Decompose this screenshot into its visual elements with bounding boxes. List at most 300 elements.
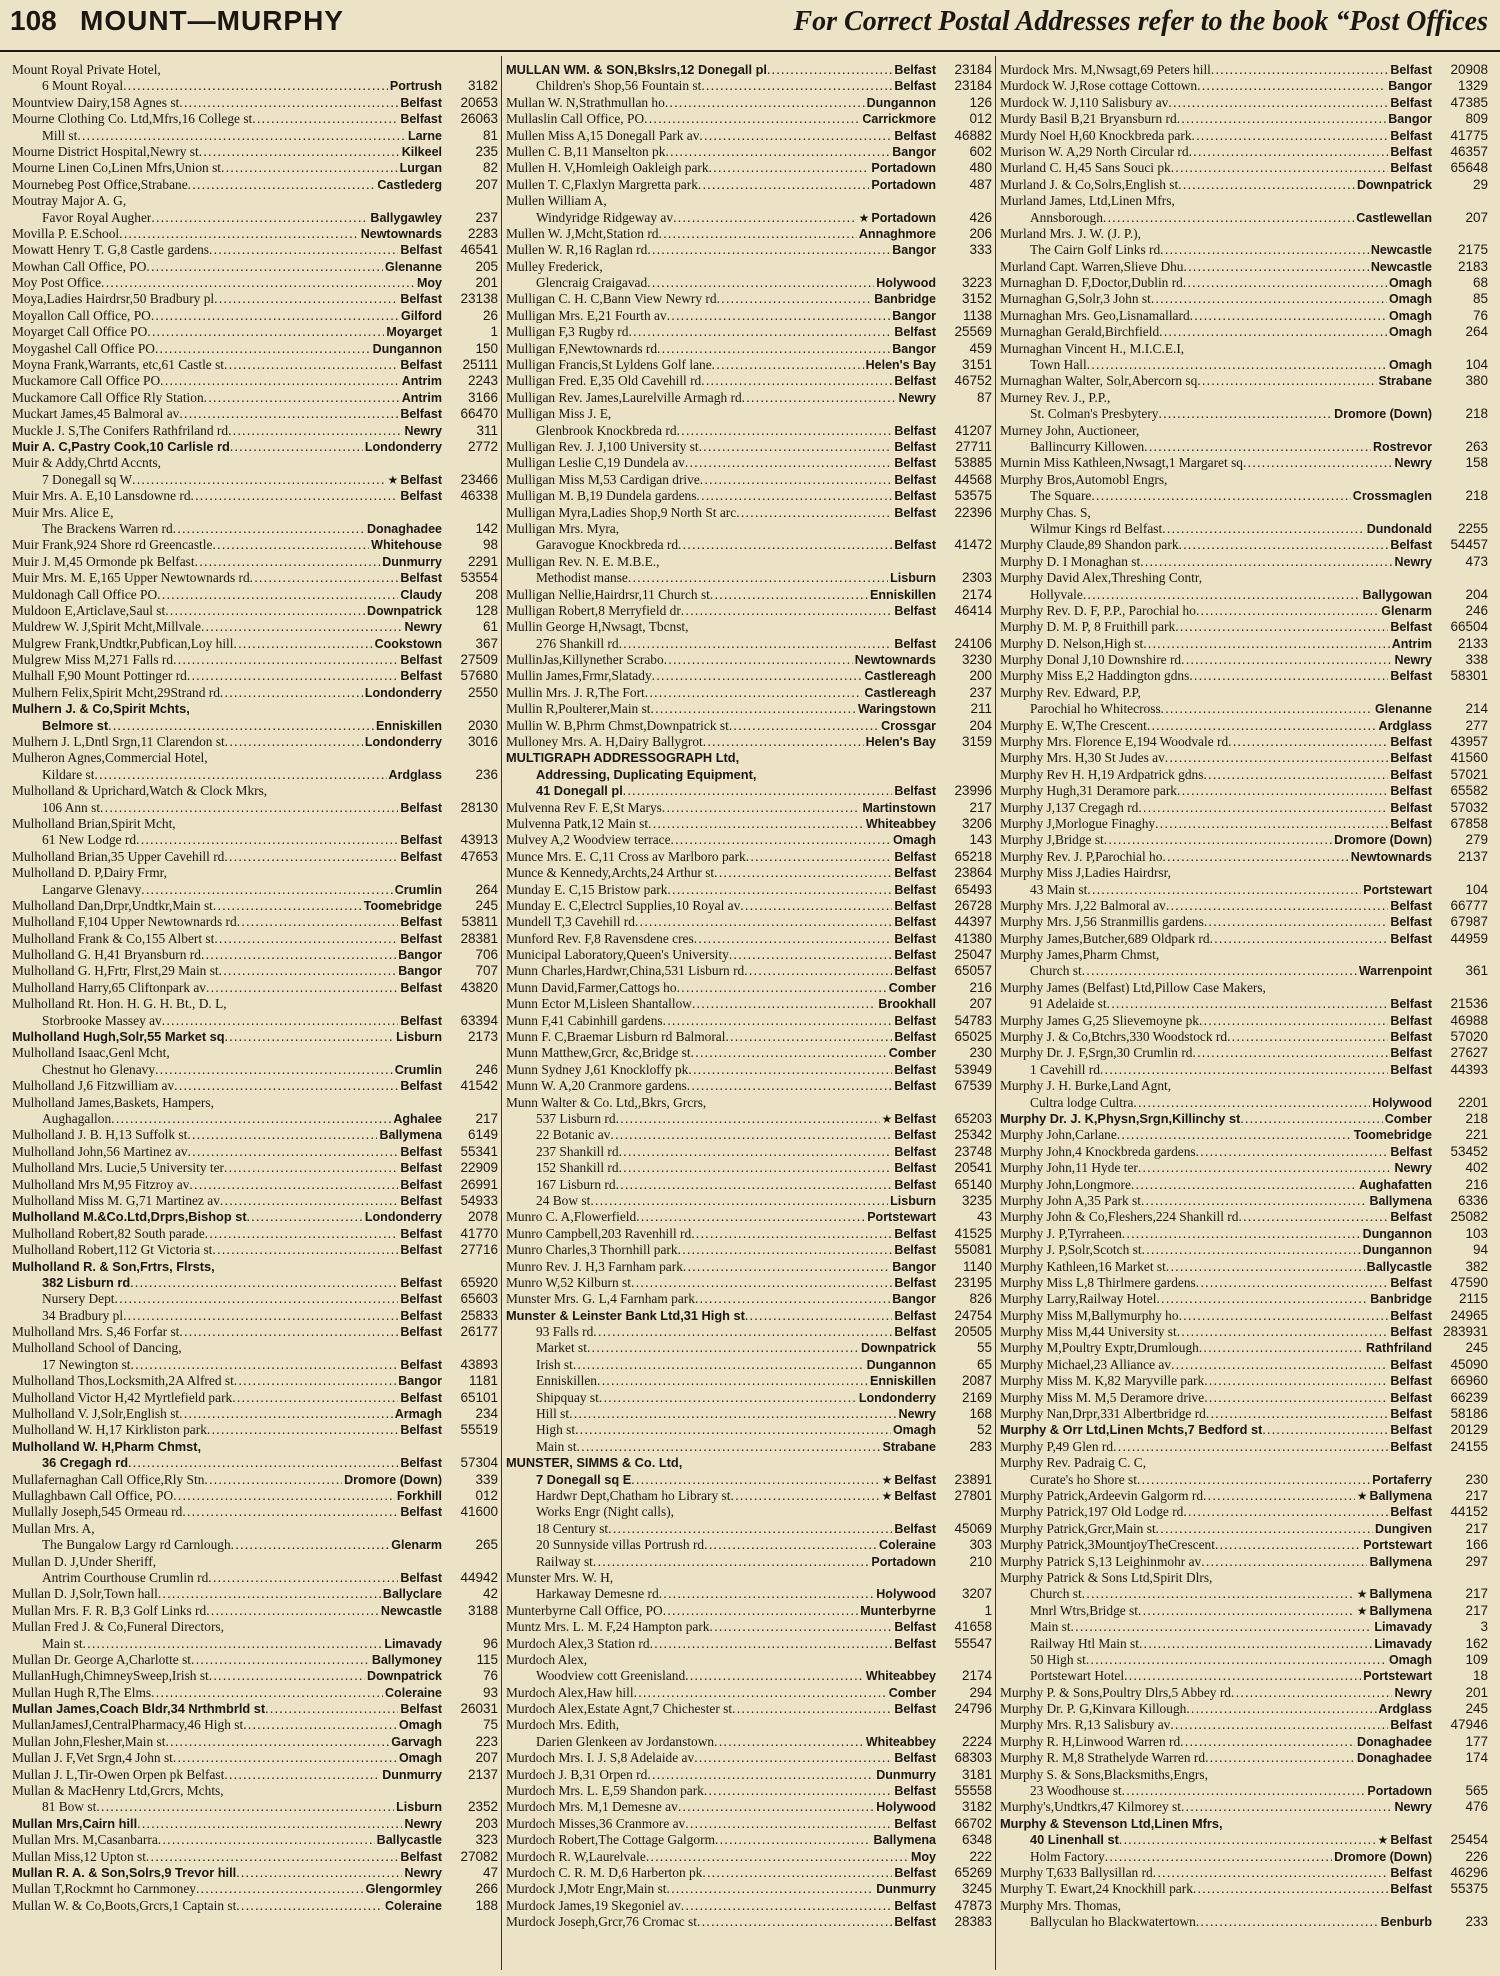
entry-name-line	[1000, 1291, 1488, 1307]
leader-dots	[209, 242, 398, 258]
leader-dots	[173, 652, 398, 668]
phone-number: 3235	[961, 1192, 992, 1208]
entry-name-line	[12, 1586, 498, 1602]
leader-dots	[1171, 1357, 1388, 1373]
entry-name-line	[12, 668, 498, 684]
phone-number: 2772	[467, 438, 498, 454]
entry-name-line	[1000, 455, 1488, 471]
entry-continuation-line	[12, 1062, 498, 1078]
entry-name-line	[12, 570, 498, 586]
exchange-town: Dunmurry	[382, 1767, 442, 1782]
phone-number: 303	[969, 1537, 992, 1553]
leader-dots	[221, 160, 398, 176]
entry-continuation-line	[1000, 488, 1488, 504]
phone-number: 2137	[467, 1766, 498, 1782]
exchange-town: Rostrevor	[1372, 439, 1432, 454]
phone-number: 459	[969, 340, 992, 356]
entry-name: Mulligan Rev. J. J,100 University st	[506, 438, 699, 454]
phone-number: 23184	[954, 62, 992, 77]
exchange-town: Downpatrick	[860, 1341, 936, 1356]
entry-name: Murphy R. M,8 Strathelyde Warren rd	[1000, 1750, 1206, 1766]
entry-name-line	[12, 128, 498, 144]
directory-entry	[1000, 95, 1488, 111]
directory-entry	[1000, 78, 1488, 94]
directory-entry	[12, 308, 498, 324]
phone-number: 26728	[954, 897, 992, 913]
entry-name: Mulholland James,Baskets, Hampers,	[12, 1094, 214, 1110]
exchange-town: Belfast	[894, 1128, 936, 1143]
exchange-town: Belfast	[894, 866, 936, 881]
entry-name: Nursery Dept	[42, 1291, 115, 1307]
entry-name: Mulligan Mrs. Myra,	[506, 520, 620, 536]
directory-entry	[12, 849, 498, 865]
phone-number: 23864	[954, 865, 992, 881]
entry-name: Mullen William A,	[506, 193, 607, 209]
entry-name: Mullaslin Call Office, PO	[506, 111, 645, 127]
exchange-town: Belfast	[1390, 931, 1432, 946]
entry-name-line	[506, 78, 992, 94]
phone-number: 41560	[1450, 750, 1488, 766]
entry-name-line	[12, 1504, 498, 1520]
leader-dots	[230, 439, 363, 455]
phone-number: 25082	[1450, 1209, 1488, 1225]
entry-name: St. Colman's Presbytery	[1030, 406, 1159, 422]
entry-name: Murphy S. & Sons,Blacksmiths,Engrs,	[1000, 1766, 1208, 1782]
entry-continuation-line	[1000, 1472, 1488, 1488]
exchange-town: Newry	[1394, 456, 1432, 471]
exchange-town: Bangor	[398, 948, 442, 963]
exchange-town: Belfast	[894, 1915, 936, 1930]
leader-dots	[224, 357, 398, 373]
leader-dots	[234, 1373, 396, 1389]
entry-name: 1 Cavehill rd	[1030, 1061, 1100, 1077]
directory-entry	[506, 259, 992, 292]
phone-number: 57021	[1450, 766, 1488, 782]
entry-name-line	[12, 1045, 498, 1061]
exchange-town: Newry	[1394, 1161, 1432, 1176]
directory-entry	[1000, 1734, 1488, 1750]
star-icon: ★	[881, 1112, 893, 1126]
directory-entry	[12, 537, 498, 553]
exchange-town: Belfast	[400, 653, 442, 668]
entry-name: Murphy J. P,Solr,Scotch st	[1000, 1242, 1142, 1258]
exchange-town: Crossmaglen	[1352, 489, 1432, 504]
phone-number: 45069	[954, 1520, 992, 1536]
entry-continuation-line	[506, 1586, 992, 1602]
exchange-town: Portadown	[871, 177, 936, 192]
exchange-town: Portaferry	[1372, 1472, 1432, 1487]
entry-name: Mournebeg Post Office,Strabane	[12, 176, 188, 192]
exchange-town: Belfast	[400, 95, 442, 110]
phone-number: 55375	[1450, 1881, 1488, 1897]
leader-dots	[702, 1865, 892, 1881]
entry-name: Murphy Dr. J. K,Physn,Srgn,Killinchy st	[1000, 1111, 1241, 1126]
leader-dots	[616, 1177, 893, 1193]
exchange-town: Castlereagh	[864, 669, 936, 684]
phone-number: 1	[490, 324, 498, 340]
phone-number: 27509	[460, 652, 498, 668]
directory-entry	[12, 1390, 498, 1406]
leader-dots	[688, 1062, 892, 1078]
entry-name-line	[12, 636, 498, 652]
entry-name: Mullan J. F,Vet Srgn,4 John st	[12, 1750, 173, 1766]
entry-name: Muntz Mrs. L. M. F,24 Hampton park	[506, 1619, 710, 1635]
directory-entry	[1000, 1750, 1488, 1766]
phone-number: 55341	[460, 1143, 498, 1159]
entry-name: Muldoon E,Articlave,Saul st	[12, 602, 166, 618]
exchange-town: Moy	[911, 1849, 936, 1864]
entry-name: 152 Shankill rd	[536, 1160, 619, 1176]
entry-name: Mulligan Miss J. E,	[506, 406, 612, 422]
entry-name-line	[12, 1078, 498, 1094]
entry-name: 81 Bow st	[42, 1799, 97, 1815]
leader-dots	[237, 914, 399, 930]
leader-dots	[247, 1209, 363, 1225]
entry-name: Murphy Patrick & Sons Ltd,Spirit Dlrs,	[1000, 1569, 1213, 1585]
entry-name-line	[1000, 160, 1488, 176]
directory-entry	[1000, 1308, 1488, 1324]
leader-dots	[243, 1717, 397, 1733]
entry-name-line	[506, 832, 992, 848]
directory-entry	[506, 1357, 992, 1373]
entry-name: Murdoch Robert,The Cottage Galgorm	[506, 1832, 715, 1848]
entry-continuation-line	[506, 275, 992, 291]
entry-name: Murnaghan Mrs. Geo,Lisnamallard	[1000, 307, 1190, 323]
leader-dots	[1228, 734, 1388, 750]
phone-number: 55519	[460, 1422, 498, 1438]
entry-name-line	[506, 1767, 992, 1783]
phone-number: 480	[969, 160, 992, 176]
phone-number: 245	[1465, 1340, 1488, 1356]
entry-name-line	[506, 373, 992, 389]
exchange-town: Downpatrick	[366, 1669, 442, 1684]
leader-dots	[214, 291, 398, 307]
directory-entry	[12, 1603, 498, 1619]
entry-name-line	[1000, 1373, 1488, 1389]
phone-number: 2550	[467, 684, 498, 700]
directory-entry	[506, 947, 992, 963]
entry-name: Mulholland Frank & Co,155 Albert st	[12, 930, 215, 946]
entry-name-line	[1000, 1767, 1488, 1783]
entry-name: Murphy James,Pharm Chmst,	[1000, 947, 1160, 963]
exchange-town: Londonderry	[364, 439, 442, 454]
directory-entry	[506, 62, 992, 78]
phone-number: 44959	[1450, 930, 1488, 946]
entry-name: Annsborough	[1030, 209, 1103, 225]
phone-number: 142	[475, 520, 498, 536]
entry-name: Mullin W. B,Phrm Chmst,Downpatrick st	[506, 717, 729, 733]
exchange-town: Belfast	[1390, 997, 1432, 1012]
entry-name: Mullafernaghan Call Office,Rly Stn	[12, 1471, 205, 1487]
entry-name-line	[1000, 1013, 1488, 1029]
leader-dots	[1165, 750, 1389, 766]
directory-entry	[506, 1554, 992, 1570]
entry-name-line	[1000, 390, 1488, 406]
phone-number: 25833	[460, 1307, 498, 1323]
entry-name-line	[12, 603, 498, 619]
entry-name: Glenbrook Knockbreda rd	[536, 422, 677, 438]
directory-entry	[12, 636, 498, 652]
leader-dots	[677, 980, 887, 996]
directory-entry	[506, 1832, 992, 1848]
exchange-town: Ballyclare	[382, 1587, 442, 1602]
entry-name-line	[506, 62, 992, 78]
directory-entry	[506, 1504, 992, 1537]
entry-name: 276 Shankill rd	[536, 635, 619, 651]
entry-name-line	[506, 1799, 992, 1815]
directory-entry	[12, 1832, 498, 1848]
phone-number: 2255	[1457, 520, 1488, 536]
directory-entry	[1000, 1242, 1488, 1258]
directory-entry	[12, 1160, 498, 1176]
exchange-town: Belfast	[1390, 1865, 1432, 1880]
directory-entry	[12, 1193, 498, 1209]
entry-continuation-line	[506, 636, 992, 652]
entry-name-line	[506, 652, 992, 668]
directory-entry	[1000, 931, 1488, 947]
directory-entry	[506, 898, 992, 914]
leader-dots	[1177, 1324, 1389, 1340]
directory-entry	[1000, 619, 1488, 635]
entry-name: Moya,Ladies Hairdrsr,50 Bradbury pl	[12, 291, 215, 307]
exchange-town: Omagh	[892, 1423, 936, 1438]
directory-entry	[1000, 1422, 1488, 1438]
entry-name: MullinJas,Killynether Scrabo	[506, 652, 664, 668]
entry-name: Murphy Bros,Automobl Engrs,	[1000, 471, 1168, 487]
exchange-town: Belfast	[1390, 816, 1432, 831]
entry-name-line	[12, 554, 498, 570]
leader-dots	[1227, 1029, 1388, 1045]
entry-name-line	[1000, 1160, 1488, 1176]
leader-dots	[683, 1259, 890, 1275]
entry-name-line	[1000, 1717, 1488, 1733]
directory-entry	[12, 619, 498, 635]
phone-number: 218	[1465, 488, 1488, 504]
entry-name: Muir Mrs. Alice E,	[12, 504, 114, 520]
entry-name-line	[506, 242, 992, 258]
entry-name-line	[1000, 1898, 1488, 1914]
entry-name: Murdoch Alex,3 Station rd	[506, 1635, 650, 1651]
leader-dots	[250, 570, 399, 586]
entry-name: Methodist manse	[536, 570, 628, 586]
entry-name: Murphy Nan,Drpr,331 Albertbridge rd	[1000, 1406, 1206, 1422]
entry-name-line	[12, 423, 498, 439]
entry-name-line	[1000, 1701, 1488, 1717]
exchange-town: Belfast	[400, 849, 442, 864]
exchange-town: Newtownards	[360, 226, 442, 241]
directory-entry	[506, 1029, 992, 1045]
entry-name: Mulholland W. H,17 Kirkliston park	[12, 1422, 207, 1438]
leader-dots	[132, 472, 385, 488]
leader-dots	[717, 291, 873, 307]
directory-entry	[12, 1406, 498, 1422]
exchange-town: Bangor	[892, 308, 936, 323]
entry-name-line	[1000, 62, 1488, 78]
phone-number: 46988	[1450, 1012, 1488, 1028]
entry-name: 43 Main st	[1030, 881, 1088, 897]
leader-dots	[1196, 1144, 1389, 1160]
leader-dots	[671, 832, 891, 848]
entry-name-line	[506, 1209, 992, 1225]
phone-number: 222	[969, 1848, 992, 1864]
entry-name-line	[506, 95, 992, 111]
directory-entry	[12, 144, 498, 160]
phone-number: 65269	[954, 1864, 992, 1880]
entry-name-line	[1000, 800, 1488, 816]
leader-dots	[699, 439, 893, 455]
entry-name: Munn Matthew,Grcr, &c,Bridge st	[506, 1045, 691, 1061]
phone-number: 2303	[961, 570, 992, 586]
directory-entry	[1000, 472, 1488, 505]
star-icon: ★	[1356, 1587, 1368, 1602]
leader-dots	[1087, 882, 1361, 898]
entry-name-line	[12, 1816, 498, 1832]
exchange-town: Kilkeel	[401, 144, 442, 159]
phone-number: 217	[1465, 1520, 1488, 1536]
leader-dots	[1107, 996, 1389, 1012]
exchange-town: Downpatrick	[366, 603, 442, 618]
entry-name: Murphy Patrick S,13 Leighinmohr av	[1000, 1553, 1202, 1569]
phone-number: 47	[482, 1864, 498, 1880]
exchange-town: Belfast	[1390, 751, 1432, 766]
directory-entry	[506, 111, 992, 127]
entry-name-line	[1000, 1177, 1488, 1193]
exchange-town: Whiteabbey	[865, 816, 936, 831]
directory-entry	[12, 1472, 498, 1488]
exchange-town: Belfast	[1390, 800, 1432, 815]
entry-name-line	[1000, 291, 1488, 307]
exchange-town: Claudy	[400, 587, 442, 602]
entry-continuation-line	[506, 1521, 992, 1537]
leader-dots	[647, 275, 874, 291]
exchange-town: Dunmurry	[876, 1767, 936, 1782]
exchange-town: Ballymena	[1369, 1488, 1432, 1503]
entry-name: Munce & Kennedy,Archts,24 Arthur st	[506, 865, 715, 881]
entry-name-line	[506, 505, 992, 521]
phone-number: 96	[482, 1635, 498, 1651]
phone-number: 65218	[954, 848, 992, 864]
entry-name-line	[1000, 259, 1488, 275]
entry-continuation-line	[506, 1472, 992, 1488]
entry-name: Kildare st	[42, 766, 95, 782]
directory-entry	[1000, 1619, 1488, 1635]
exchange-town: Ballymena	[1369, 1193, 1432, 1208]
entry-name: Murphy T. Ewart,24 Knockhill park	[1000, 1881, 1193, 1897]
phone-number: 115	[476, 1651, 498, 1667]
entry-name-line	[12, 652, 498, 668]
entry-name-line	[12, 865, 498, 881]
phone-number: 2173	[467, 1029, 498, 1045]
directory-entry	[506, 1144, 992, 1160]
phone-number: 188	[475, 1897, 498, 1913]
phone-number: 41542	[460, 1078, 498, 1094]
phone-number: 211	[970, 701, 992, 717]
entry-name: Mulholland Mrs. S,46 Forfar st	[12, 1324, 180, 1340]
exchange-town: Belfast	[400, 1226, 442, 1241]
entry-name: Mulligan Mrs. E,21 Fourth av	[506, 307, 667, 323]
entry-name: Mulligan Robert,8 Merryfield dr	[506, 602, 681, 618]
leader-dots	[1196, 1914, 1379, 1930]
leader-dots	[219, 963, 397, 979]
exchange-town: Omagh	[398, 1751, 442, 1766]
entry-name: Munro Rev. J. H,3 Farnham park	[506, 1258, 683, 1274]
directory-entry	[12, 341, 498, 357]
exchange-town: Belfast	[1390, 620, 1432, 635]
exchange-town: Belfast	[400, 292, 442, 307]
leader-dots	[225, 1029, 395, 1045]
phone-number: 46541	[460, 242, 498, 258]
entry-name-line	[12, 1390, 498, 1406]
phone-number: 28381	[460, 930, 498, 946]
entry-continuation-line	[1000, 587, 1488, 603]
entry-name: Murphy J. H. Burke,Land Agnt,	[1000, 1078, 1172, 1094]
leader-dots	[1162, 849, 1348, 865]
phone-number: 53575	[954, 488, 992, 504]
directory-entry	[1000, 111, 1488, 127]
leader-dots	[213, 898, 362, 914]
phone-number: 223	[475, 1733, 498, 1749]
entry-name-line	[506, 1488, 992, 1504]
exchange-town: Garvagh	[391, 1734, 442, 1749]
entry-name-line	[12, 947, 498, 963]
entry-name: Mulholland G. H,Frtr, Flrst,29 Main st	[12, 963, 219, 979]
leader-dots	[667, 882, 892, 898]
directory-entry	[506, 1095, 992, 1128]
exchange-town: Belfast	[1390, 63, 1432, 77]
entry-name: 20 Sunnyside villas Portrush rd	[536, 1537, 705, 1553]
entry-name: Murnaghan G,Solr,3 John st	[1000, 291, 1151, 307]
phone-number: 2087	[961, 1373, 992, 1389]
phone-number: 46882	[954, 127, 992, 143]
phone-number: 18	[1472, 1668, 1488, 1684]
exchange-town: Holywood	[876, 276, 936, 291]
phone-number: 47653	[460, 848, 498, 864]
exchange-town: Belfast	[894, 1865, 936, 1880]
exchange-town: Belfast	[1390, 1275, 1432, 1290]
entry-name: Murphy Patrick,Grcr,Main st	[1000, 1520, 1156, 1536]
entry-name: Murphy Rev. Padraig C. C,	[1000, 1455, 1147, 1471]
leader-dots	[182, 1504, 398, 1520]
entry-name-line	[1000, 78, 1488, 94]
entry-continuation-line	[12, 1799, 498, 1815]
entry-name-line	[506, 996, 992, 1012]
exchange-town: Brookhall	[878, 997, 936, 1012]
exchange-town: Omagh	[1388, 292, 1432, 307]
entry-name-line	[506, 718, 992, 734]
entry-name: Mount Royal Private Hotel,	[12, 62, 161, 77]
exchange-town: Belfast	[400, 1390, 442, 1405]
entry-name: 7 Donegall sq E	[536, 1471, 632, 1487]
star-icon: ★	[1377, 1833, 1389, 1848]
exchange-town: Dungannon	[1362, 1243, 1432, 1258]
entry-name-line	[12, 488, 498, 504]
leader-dots	[590, 1193, 888, 1209]
phone-number: 20541	[954, 1160, 992, 1176]
entry-name: Muir Mrs. M. E,165 Upper Newtownards rd	[12, 570, 250, 586]
directory-entry	[506, 750, 992, 799]
entry-name-line	[506, 1045, 992, 1061]
entry-name: Favor Royal Augher	[42, 209, 152, 225]
exchange-town: Belfast	[894, 63, 936, 77]
leader-dots	[207, 1422, 398, 1438]
entry-name-line	[506, 668, 992, 684]
entry-name-line	[12, 1717, 498, 1733]
entry-name: Mullen H. V,Homleigh Oakleigh park	[506, 160, 709, 176]
phone-number: 65057	[954, 963, 992, 979]
leader-dots	[696, 488, 892, 504]
entry-name: Garavogue Knockbreda rd	[536, 537, 679, 553]
leader-dots	[663, 1603, 859, 1619]
